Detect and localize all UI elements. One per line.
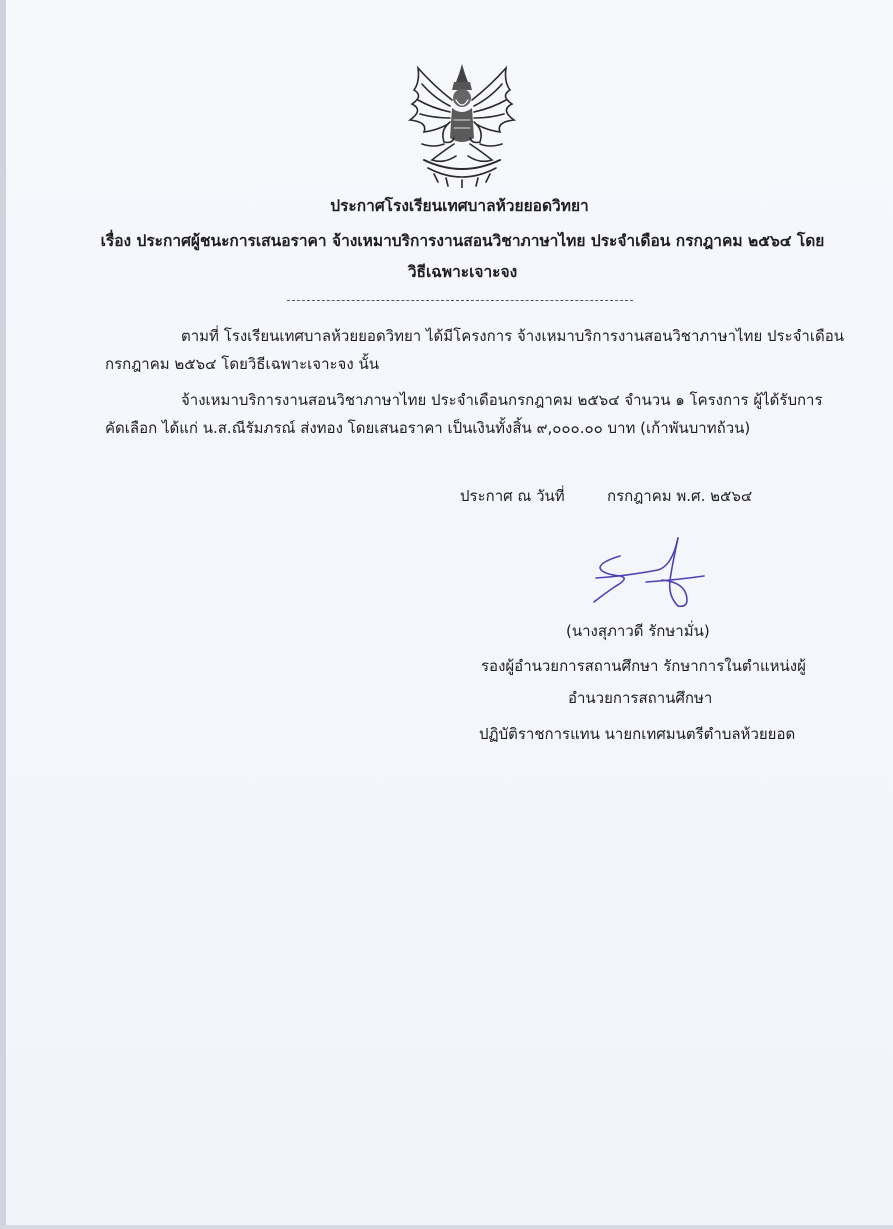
paragraph-1-line-1: ตามที่ โรงเรียนเทศบาลห้วยยอดวิทยา ได้มีโครงการ จ้างเหมาบริการงานสอนวิชาภาษาไทย ประจำเดือน	[181, 327, 844, 345]
subject-line: เรื่อง ประกาศผู้ชนะการเสนอราคา จ้างเหมาบริการงานสอนวิชาภาษาไทย ประจำเดือน กรกฎาคม ๒๕๖๔ โดย	[100, 232, 825, 250]
signer-title-line-1: รองผู้อำนวยการสถานศึกษา รักษาการในตำแหน่งผู้	[481, 657, 806, 675]
separator-rule	[287, 300, 633, 301]
paragraph-2-line-2: คัดเลือก ได้แก่ น.ส.ณีรัมภรณ์ ส่งทอง โดยเสนอราคา เป็นเงินทั้งสิ้น ๙,๐๐๐.๐๐ บาท (เก้าพันบาทถ้วน)	[105, 419, 751, 437]
signer-title-line-2: อำนวยการสถานศึกษา	[568, 689, 713, 707]
paragraph-2-line-1: จ้างเหมาบริการงานสอนวิชาภาษาไทย ประจำเดือนกรกฎาคม ๒๕๖๔ จำนวน ๑ โครงการ ผู้ได้รับการ	[181, 391, 823, 409]
signer-title-line-3: ปฏิบัติราชการแทน นายกเทศมนตรีตำบลห้วยยอด	[479, 725, 796, 743]
announce-date-label: ประกาศ ณ วันที่	[460, 487, 565, 505]
garuda-emblem-icon	[404, 60, 520, 188]
document-title: ประกาศโรงเรียนเทศบาลห้วยยอดวิทยา	[330, 197, 589, 215]
announce-date-value: กรกฎาคม พ.ศ. ๒๕๖๔	[607, 487, 753, 505]
handwritten-signature	[586, 536, 712, 612]
paragraph-1-line-2: กรกฎาคม ๒๕๖๔ โดยวิธีเฉพาะเจาะจง นั้น	[105, 355, 379, 373]
subject-line-continued: วิธีเฉพาะเจาะจง	[407, 263, 518, 281]
signer-name: (นางสุภาวดี รักษามั่น)	[566, 622, 710, 640]
scan-edge-bottom	[0, 1225, 893, 1229]
scan-edge-left	[0, 0, 6, 1229]
